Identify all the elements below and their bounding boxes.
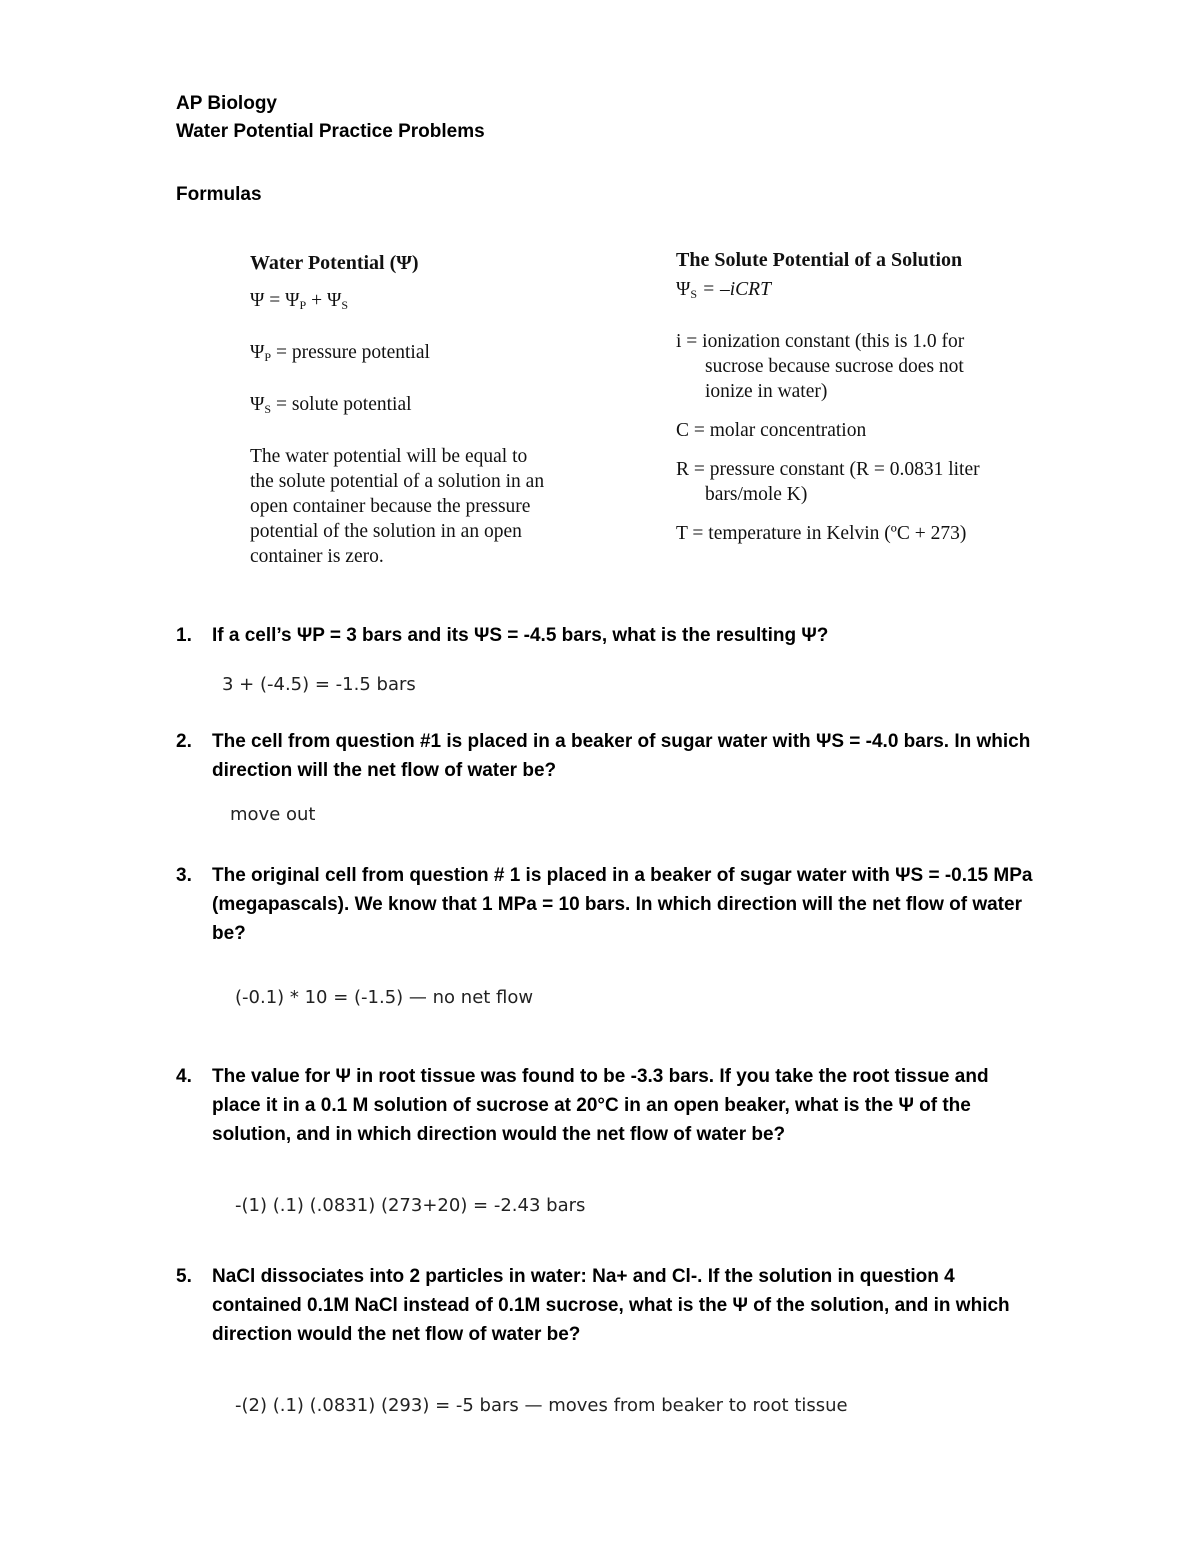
- question-text: The cell from question #1 is placed in a beaker of sugar water with ΨS = -4.0 bars. In which direction will the net flow of water be?: [212, 731, 1031, 781]
- pressure-potential-definition: $\Psi_P$ = pressure potential: [250, 342, 430, 364]
- question-5: [176, 1262, 1036, 1349]
- solute-potential-equation: $\Psi_S$ = –iCRT: [676, 279, 771, 301]
- question-number: 2.: [176, 731, 192, 752]
- water-potential-title: Water Potential (Ψ): [250, 252, 419, 274]
- question-2: [176, 727, 1036, 785]
- answer-4: -(1) (.1) (.0831) (273+20) = -2.43 bars: [235, 1195, 586, 1216]
- water-potential-equation: $\Psi = \Psi_P + \Psi_S$: [250, 290, 349, 312]
- answer-1: 3 + (-4.5) = -1.5 bars: [222, 674, 416, 695]
- formulas-heading: Formulas: [176, 184, 262, 205]
- molar-concentration-definition: C = molar concentration: [676, 420, 867, 441]
- temperature-definition: T = temperature in Kelvin (ºC + 273): [676, 523, 967, 544]
- solute-potential-title: The Solute Potential of a Solution: [676, 249, 963, 271]
- page-title: Water Potential Practice Problems: [176, 121, 485, 142]
- water-potential-formulas: [250, 250, 544, 569]
- question-4: [176, 1062, 1036, 1149]
- answer-5: -(2) (.1) (.0831) (293) = -5 bars — moves from beaker to root tissue: [235, 1395, 848, 1416]
- question-number: 1.: [176, 625, 192, 646]
- answer-2: move out: [230, 804, 316, 825]
- question-number: 4.: [176, 1066, 192, 1087]
- question-text: The original cell from question # 1 is placed in a beaker of sugar water with ΨS = -0.15 MPa (megapascals). We know that 1 MPa = 10 bars. In which direction will the net flow of water be?: [212, 865, 1033, 944]
- question-number: 5.: [176, 1266, 192, 1287]
- solute-potential-formulas: [676, 247, 980, 546]
- question-1: [176, 621, 1036, 650]
- question-number: 3.: [176, 865, 192, 886]
- ionization-constant-definition: i = ionization constant (this is 1.0 for sucrose because sucrose does not ionize in water): [676, 331, 965, 402]
- question-text: If a cell’s ΨP = 3 bars and its ΨS = -4.5 bars, what is the resulting Ψ?: [212, 625, 829, 646]
- question-text: NaCl dissociates into 2 particles in water: Na+ and Cl-. If the solution in question 4 contained 0.1M NaCl instead of 0.1M sucrose, what is the Ψ of the solution, and in which direction would the net flow of water be?: [212, 1266, 1010, 1345]
- pressure-constant-definition: R = pressure constant (R = 0.0831 liter bars/mole K): [676, 459, 980, 505]
- course-name: AP Biology: [176, 93, 277, 114]
- answer-3: (-0.1) * 10 = (-1.5) — no net flow: [235, 987, 534, 1008]
- solute-potential-definition: $\Psi_S$ = solute potential: [250, 394, 412, 416]
- question-3: [176, 861, 1036, 948]
- open-container-note: The water potential will be equal to the solute potential of a solution in an open container because the pressure potential of the solution in an open container is zero.: [250, 446, 545, 567]
- question-text: The value for Ψ in root tissue was found to be -3.3 bars. If you take the root tissue and place it in a 0.1 M solution of sucrose at 20°C in an open beaker, what is the Ψ of the solution, and in which direction would the net flow of water be?: [212, 1066, 989, 1145]
